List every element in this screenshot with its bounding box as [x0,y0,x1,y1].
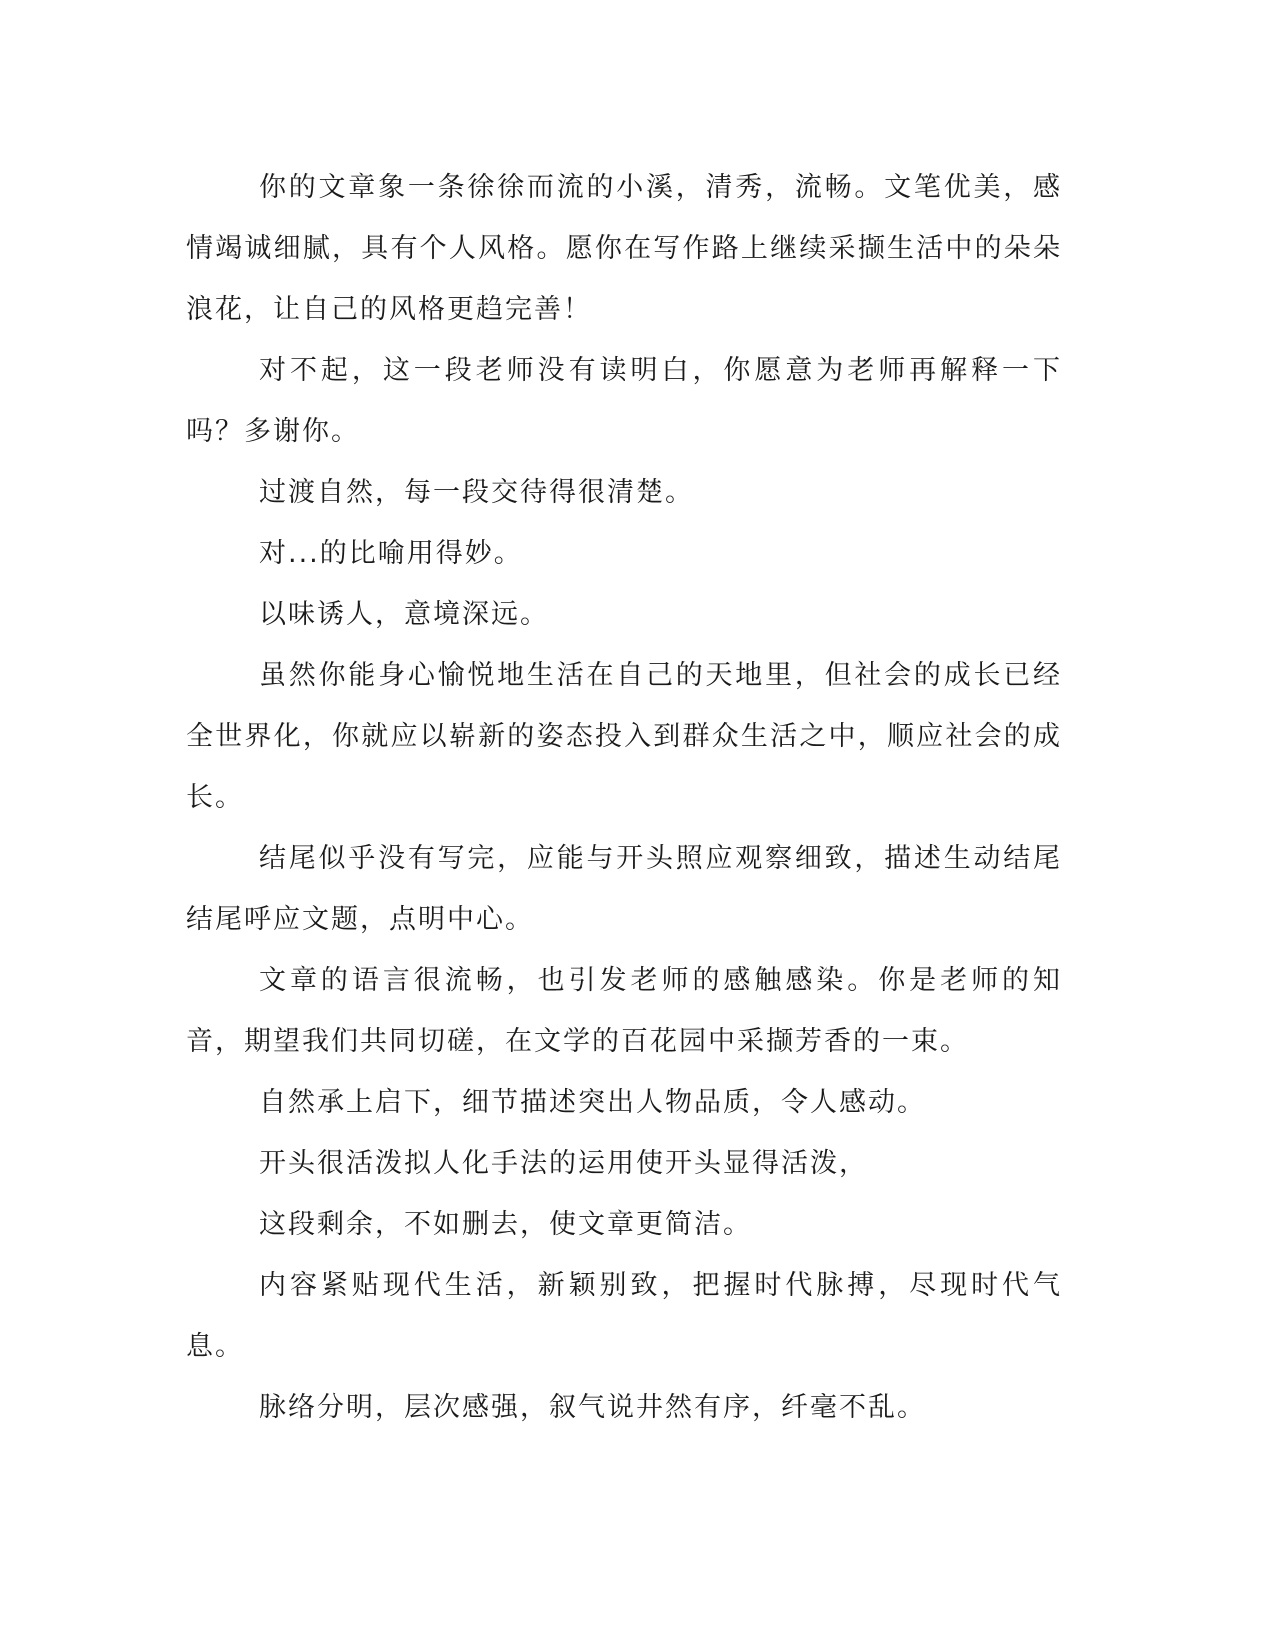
comment-paragraph-1: 你的文章象一条徐徐而流的小溪，清秀，流畅。文笔优美，感情竭诚细腻，具有个人风格。愿你在写作路上继续采撷生活中的朵朵浪花，让自己的风格更趋完善！ [186,172,1062,325]
comment-paragraph-9: 自然承上启下，细节描述突出人物品质，令人感动。 [259,1087,926,1118]
comment-paragraph-8: 文章的语言很流畅，也引发老师的感触感染。你是老师的知音，期望我们共同切磋，在文学的百花园中采撷芳香的一束。 [186,965,1062,1057]
comment-paragraph-2: 对不起，这一段老师没有读明白，你愿意为老师再解释一下吗？多谢你。 [186,355,1062,447]
document-body [186,157,1062,1438]
comment-paragraph-7: 结尾似乎没有写完，应能与开头照应观察细致，描述生动结尾结尾呼应文题，点明中心。 [186,843,1062,935]
comment-paragraph-3: 过渡自然，每一段交待得很清楚。 [259,477,694,508]
comment-paragraph-5: 以味诱人，意境深远。 [259,599,549,630]
comment-paragraph-6: 虽然你能身心愉悦地生活在自己的天地里，但社会的成长已经全世界化，你就应以崭新的姿态投入到群众生活之中，顺应社会的成长。 [186,660,1062,813]
comment-paragraph-10: 开头很活泼拟人化手法的运用使开头显得活泼， [259,1148,868,1179]
comment-paragraph-12: 内容紧贴现代生活，新颖别致，把握时代脉搏，尽现时代气息。 [186,1270,1062,1362]
comment-paragraph-13: 脉络分明，层次感强，叙气说井然有序，纤毫不乱。 [259,1392,926,1423]
comment-paragraph-4: 对...的比喻用得妙。 [259,538,523,569]
comment-paragraph-11: 这段剩余，不如删去，使文章更简洁。 [259,1209,752,1240]
